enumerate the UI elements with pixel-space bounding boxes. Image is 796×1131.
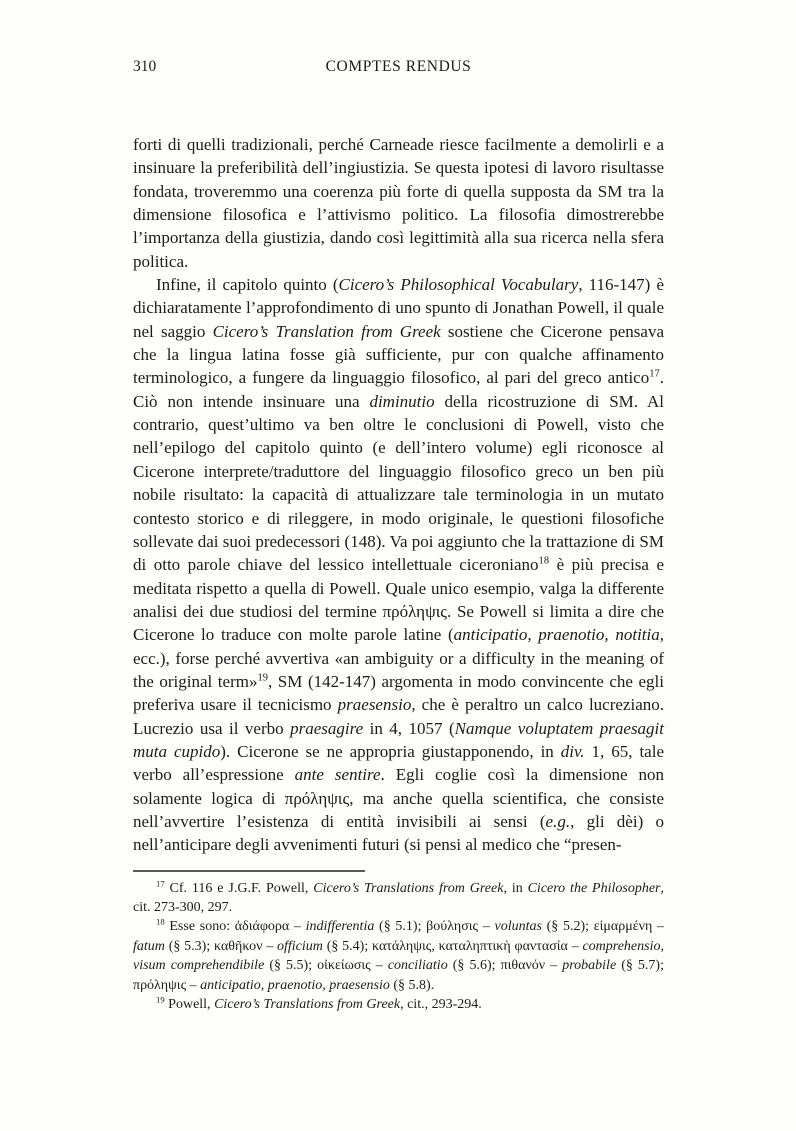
text-run: fatum (133, 938, 165, 954)
running-head: COMPTES RENDUS (325, 58, 472, 75)
text-run: è più precisa e meditata rispetto a quella di Powell. Quale unico esempio, valga la differente analisi dei due studiosi del termine πρόληψις. Se Powell si limita a dire che Cicerone lo traduce con molte parole latine ( (133, 555, 665, 645)
footnote-separator (133, 870, 365, 872)
footnote-marker: 18 (156, 916, 165, 927)
text-run: , ecc.), forse perché avvertiva «an ambiguity or a difficulty in the meaning of the original term» (133, 625, 664, 691)
text-run: Cicero’s Translations from Greek (313, 880, 504, 896)
page-number: 310 (133, 58, 157, 75)
text-run: probabile (562, 958, 617, 974)
text-run: , che è peraltro un calco lucreziano. Lucrezio usa il verbo (133, 695, 664, 738)
text-run: diminutio (369, 391, 435, 411)
text-run: in 4, 1057 ( (363, 718, 455, 738)
footnote-marker: 19 (156, 994, 165, 1005)
text-run: officium (277, 938, 323, 954)
text-run: , cit., 293-294. (400, 997, 482, 1013)
text-run: , 116-147) è dichiaratamente l’approfondimento di uno spunto di Jonathan Powell, il quale nel saggio (133, 275, 664, 341)
text-run: sostiene che Cicerone pensava che la lingua latina fosse già sufficiente, pur con qualche affinamento terminologico, a fungere da linguaggio filosofico, al pari del greco antico (133, 321, 664, 388)
footnote-marker: 19 (257, 672, 268, 684)
text-run: Cicero’s Translation from Greek (212, 321, 441, 341)
text-run: , in (503, 880, 528, 896)
paragraph (133, 133, 664, 273)
text-run: (§ 5.5); οἰκείωσις – (264, 958, 388, 974)
text-run: . Egli coglie così la dimensione non solamente logica di πρόληψις, ma anche quella scientifica, che consiste nell’avvertire l’esistenza di entità invisibili ai sensi ( (133, 765, 664, 831)
page-header (133, 57, 664, 76)
text-run: , gli dèi) o nell’anticipare degli avvenimenti futuri (si pensi al medico che “presen- (133, 811, 664, 855)
text-run: Cicero’s Translations from Greek (214, 997, 401, 1013)
text-run: div. (560, 741, 585, 761)
text-run: (§ 5.8). (389, 977, 435, 993)
text-run: anticipatio, praenotio, notitia (453, 625, 660, 645)
text-run: voluntas (494, 919, 542, 935)
text-run: Powell, (164, 997, 215, 1013)
text-run: e.g. (545, 811, 571, 831)
text-run: conciliatio (387, 958, 448, 974)
text-run: Infine, il capitolo quinto ( (156, 275, 339, 295)
paragraph (133, 273, 664, 857)
text-run: anticipatio, praenotio, praesensio (200, 977, 390, 993)
footnotes-block (133, 879, 664, 1015)
footnote-marker: 17 (649, 368, 660, 380)
main-text (133, 133, 664, 857)
text-run: (§ 5.7); πρόληψις – (133, 958, 664, 993)
text-run: , cit. 273-300, 297. (133, 880, 664, 916)
text-run: ). Cicerone se ne appropria giustapponendo, in (220, 741, 561, 761)
text-run: (§ 5.6); πιθανόν – (447, 958, 563, 974)
text-run: praesensio (337, 695, 412, 715)
text-run: praesagire (290, 718, 364, 738)
text-run: Cicero’s Philosophical Vocabulary (338, 275, 579, 295)
text-run: (§ 5.1); βούλησις – (374, 919, 495, 935)
footnote (133, 879, 664, 918)
footnote (133, 917, 664, 995)
text-run: (§ 5.3); καθῆκον – (164, 938, 278, 954)
footnote-marker: 18 (538, 555, 550, 567)
text-run: della ricostruzione di SM. Al contrario, quest’ultimo va ben oltre le conclusioni di Powell, visto che nell’epilogo del capitolo quinto (e dell’intero volume) egli riconosce al Cicerone interprete/traduttore del linguaggio filosofico greco un ben più nobile risultato: la capacità di attualizzare tale terminologia in un mutato contesto storico e di rileggere, in modo originale, le questioni filosofiche sollevate dai suoi predecessori (148). Va poi aggiunto che la trattazione di SM di otto parole chiave del lessico intellettuale ciceroniano (133, 391, 664, 575)
text-run: ante sentire (294, 765, 381, 785)
text-run: forti di quelli tradizionali, perché Carneade riesce facilmente a demolirli e a insinuare la preferibilità dell’ingiustizia. Se questa ipotesi di lavoro risultasse fondata, troveremmo una coerenza più forte di quella supposta da SM tra la dimensione filosofica e l’attivismo politico. La filosofia dimostrerebbe l’importanza della giustizia, dando così legittimità alla sua ricerca nella sfera politica. (133, 135, 664, 271)
text-run: . Ciò non intende insinuare una (133, 368, 664, 411)
text-run: Namque voluptatem praesagit muta cupido (133, 718, 664, 761)
text-run: indifferentia (305, 919, 375, 935)
footnote-marker: 17 (156, 878, 165, 888)
text-run: , SM (142-147) argomenta in modo convincente che egli preferiva usare il tecnicismo (133, 671, 664, 715)
footnote (133, 995, 664, 1014)
text-run: comprehensio, visum comprehendibile (133, 938, 664, 974)
text-run: Cf. 116 e J.G.F. Powell, (164, 880, 314, 896)
text-run: Cicero the Philosopher (527, 880, 661, 896)
text-run: 1, 65, tale verbo all’espressione (133, 741, 664, 785)
text-run: Esse sono: ἀδιάφορα – (164, 919, 306, 935)
text-run: (§ 5.4); κατάληψις, καταληπτικὴ φαντασία – (322, 938, 583, 954)
text-run: (§ 5.2); εἱμαρμένη – (541, 919, 664, 935)
